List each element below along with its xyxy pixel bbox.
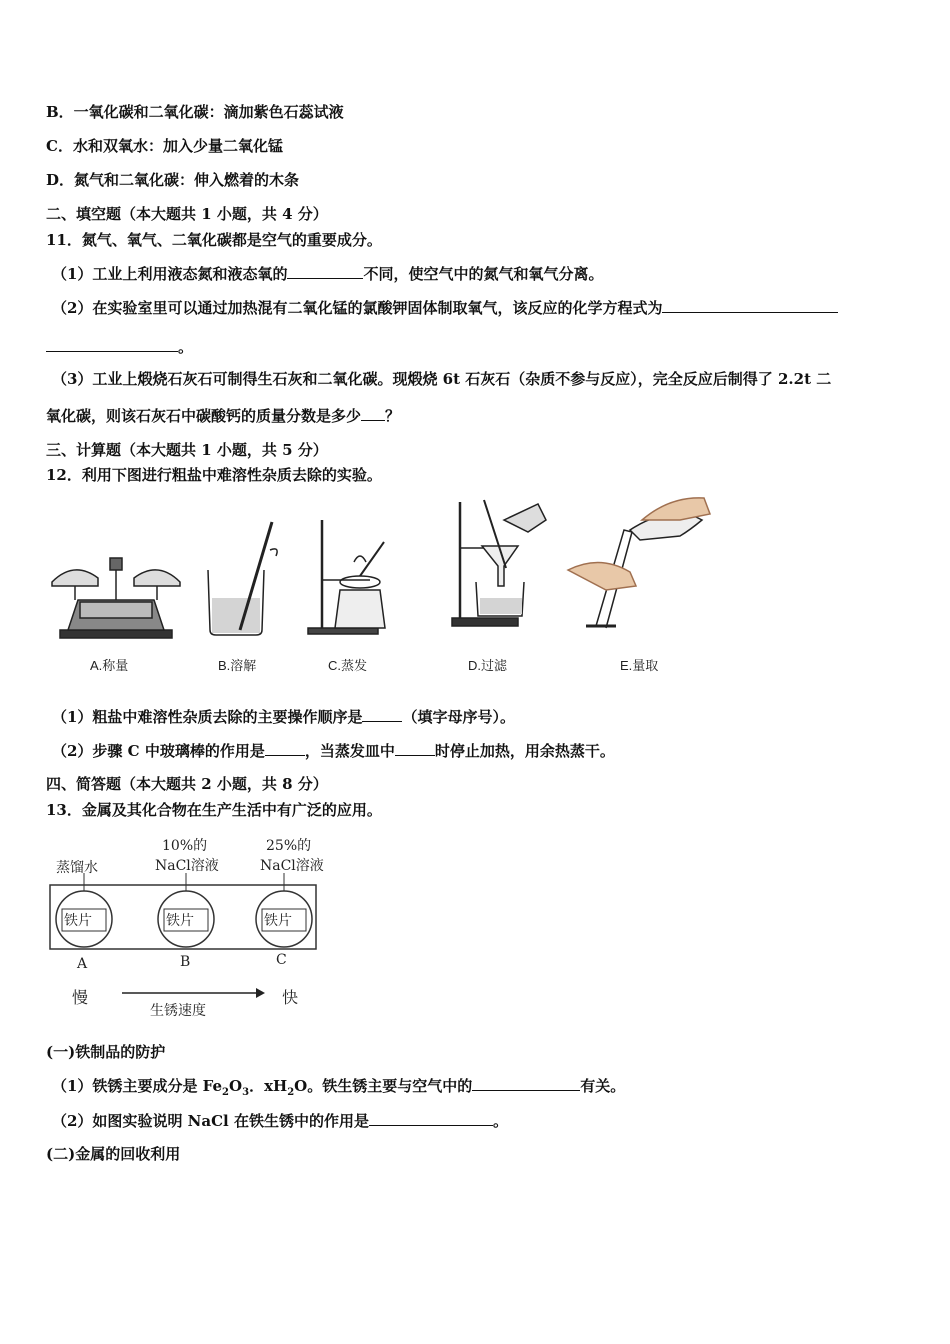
sub-3: 2 xyxy=(287,1087,295,1098)
label-b-percent: 10%的 xyxy=(162,838,208,854)
caption-b: B.溶解 xyxy=(218,658,257,673)
answer-blank[interactable] xyxy=(46,336,178,352)
plate-label-c: 铁片 xyxy=(264,913,292,929)
letter-a: A xyxy=(77,956,88,972)
question-13-1 xyxy=(52,1075,625,1103)
q11-3-text-b: 氧化碳，则该石灰石中碳酸钙的质量分数是多少 xyxy=(46,407,362,425)
q11-1-text-a: （1）工业上利用液态氮和液态氧的 xyxy=(52,265,288,283)
letter-c: C xyxy=(276,952,287,968)
caption-e: E.量取 xyxy=(620,658,659,673)
q13-1-text-a: （1）铁锈主要成分是 Fe xyxy=(52,1077,223,1095)
part-2-heading: (二)金属的回收利用 xyxy=(46,1145,181,1163)
q13-2-text-a: （2）如图实验说明 NaCl 在铁生锈中的作用是 xyxy=(52,1112,369,1130)
section-2-heading: 二、填空题（本大题共 1 小题，共 4 分） xyxy=(46,205,328,223)
q13-2-end: 。 xyxy=(492,1112,508,1130)
sub-2: 3 xyxy=(242,1087,250,1098)
question-11-1 xyxy=(52,263,603,284)
caption-a: A.称量 xyxy=(90,658,129,673)
answer-blank[interactable] xyxy=(472,1075,580,1091)
q13-1-text-e: 有关。 xyxy=(580,1077,626,1095)
q11-2-end: 。 xyxy=(178,338,194,356)
caption-d: D.过滤 xyxy=(468,658,508,673)
question-11-2 xyxy=(52,297,838,318)
q13-1-text-b: O xyxy=(229,1077,243,1095)
salt-purification-figure xyxy=(40,490,740,650)
q11-2-text-a: （2）在实验室里可以通过加热混有二氧化锰的氯酸钾固体制取氧气，该反应的化学方程式为 xyxy=(52,299,663,317)
option-c: C．水和双氧水：加入少量二氧化锰 xyxy=(46,137,283,155)
letter-b: B xyxy=(180,954,191,970)
q11-3-end: ？ xyxy=(385,407,401,425)
question-11-3: （3）工业上煅烧石灰石可制得生石灰和二氧化碳。现煅烧 6t 石灰石（杂质不参与反应），完全反应后制得了 2.2t 二 xyxy=(52,370,832,388)
q12-2-text-a: （2）步骤 C 中玻璃棒的作用是 xyxy=(52,742,265,760)
label-slow: 慢 xyxy=(72,988,89,1007)
question-12-2 xyxy=(52,740,615,761)
answer-blank[interactable] xyxy=(369,1110,493,1126)
question-12-1 xyxy=(52,706,515,727)
answer-blank[interactable] xyxy=(395,740,435,756)
filtration-apparatus xyxy=(452,500,546,626)
arrow-icon xyxy=(122,986,266,1000)
question-11-3-cont xyxy=(46,405,400,426)
q12-1-text-b: （填字母序号）。 xyxy=(402,708,515,726)
balance-apparatus xyxy=(52,558,180,638)
q11-1-text-b: 不同，使空气中的氮气和氧气分离。 xyxy=(363,265,604,283)
answer-blank[interactable] xyxy=(361,405,385,421)
label-distilled-water: 蒸馏水 xyxy=(56,860,98,876)
caption-c: C.蒸发 xyxy=(328,658,368,673)
question-13-2 xyxy=(52,1110,508,1131)
section-4-heading: 四、简答题（本大题共 2 小题，共 8 分） xyxy=(46,775,328,793)
plate-label-a: 铁片 xyxy=(64,913,92,929)
plate-label-b: 铁片 xyxy=(166,913,194,929)
answer-blank[interactable] xyxy=(362,706,402,722)
option-d: D．氮气和二氧化碳：伸入燃着的木条 xyxy=(46,171,300,189)
sub-1: 2 xyxy=(222,1087,230,1098)
question-13: 13．金属及其化合物在生产生活中有广泛的应用。 xyxy=(46,801,382,819)
label-rust-speed: 生锈速度 xyxy=(150,1003,206,1019)
label-fast: 快 xyxy=(282,988,299,1007)
q12-1-text-a: （1）粗盐中难溶性杂质去除的主要操作顺序是 xyxy=(52,708,363,726)
question-11: 11．氮气、氧气、二氧化碳都是空气的重要成分。 xyxy=(46,231,382,249)
q12-2-text-c: 时停止加热，用余热蒸干。 xyxy=(434,742,615,760)
part-1-heading: (一)铁制品的防护 xyxy=(46,1043,166,1061)
evaporation-apparatus xyxy=(308,520,385,634)
measuring-apparatus xyxy=(568,498,710,628)
label-c-percent: 25%的 xyxy=(266,838,312,854)
dissolving-apparatus xyxy=(208,522,277,635)
section-3-heading: 三、计算题（本大题共 1 小题，共 5 分） xyxy=(46,441,328,459)
option-b: B．一氧化碳和二氧化碳：滴加紫色石蕊试液 xyxy=(46,103,344,121)
question-11-2-cont xyxy=(46,336,193,357)
answer-blank[interactable] xyxy=(662,297,838,313)
answer-blank[interactable] xyxy=(287,263,363,279)
q12-2-text-b: ，当蒸发皿中 xyxy=(304,742,395,760)
q13-1-text-d: O。铁生锈主要与空气中的 xyxy=(294,1077,473,1095)
question-12: 12．利用下图进行粗盐中难溶性杂质去除的实验。 xyxy=(46,466,382,484)
label-b-solution: NaCl溶液 xyxy=(155,858,219,874)
answer-blank[interactable] xyxy=(265,740,305,756)
q13-1-text-c: ．xH xyxy=(249,1077,288,1095)
label-c-solution: NaCl溶液 xyxy=(260,858,324,874)
